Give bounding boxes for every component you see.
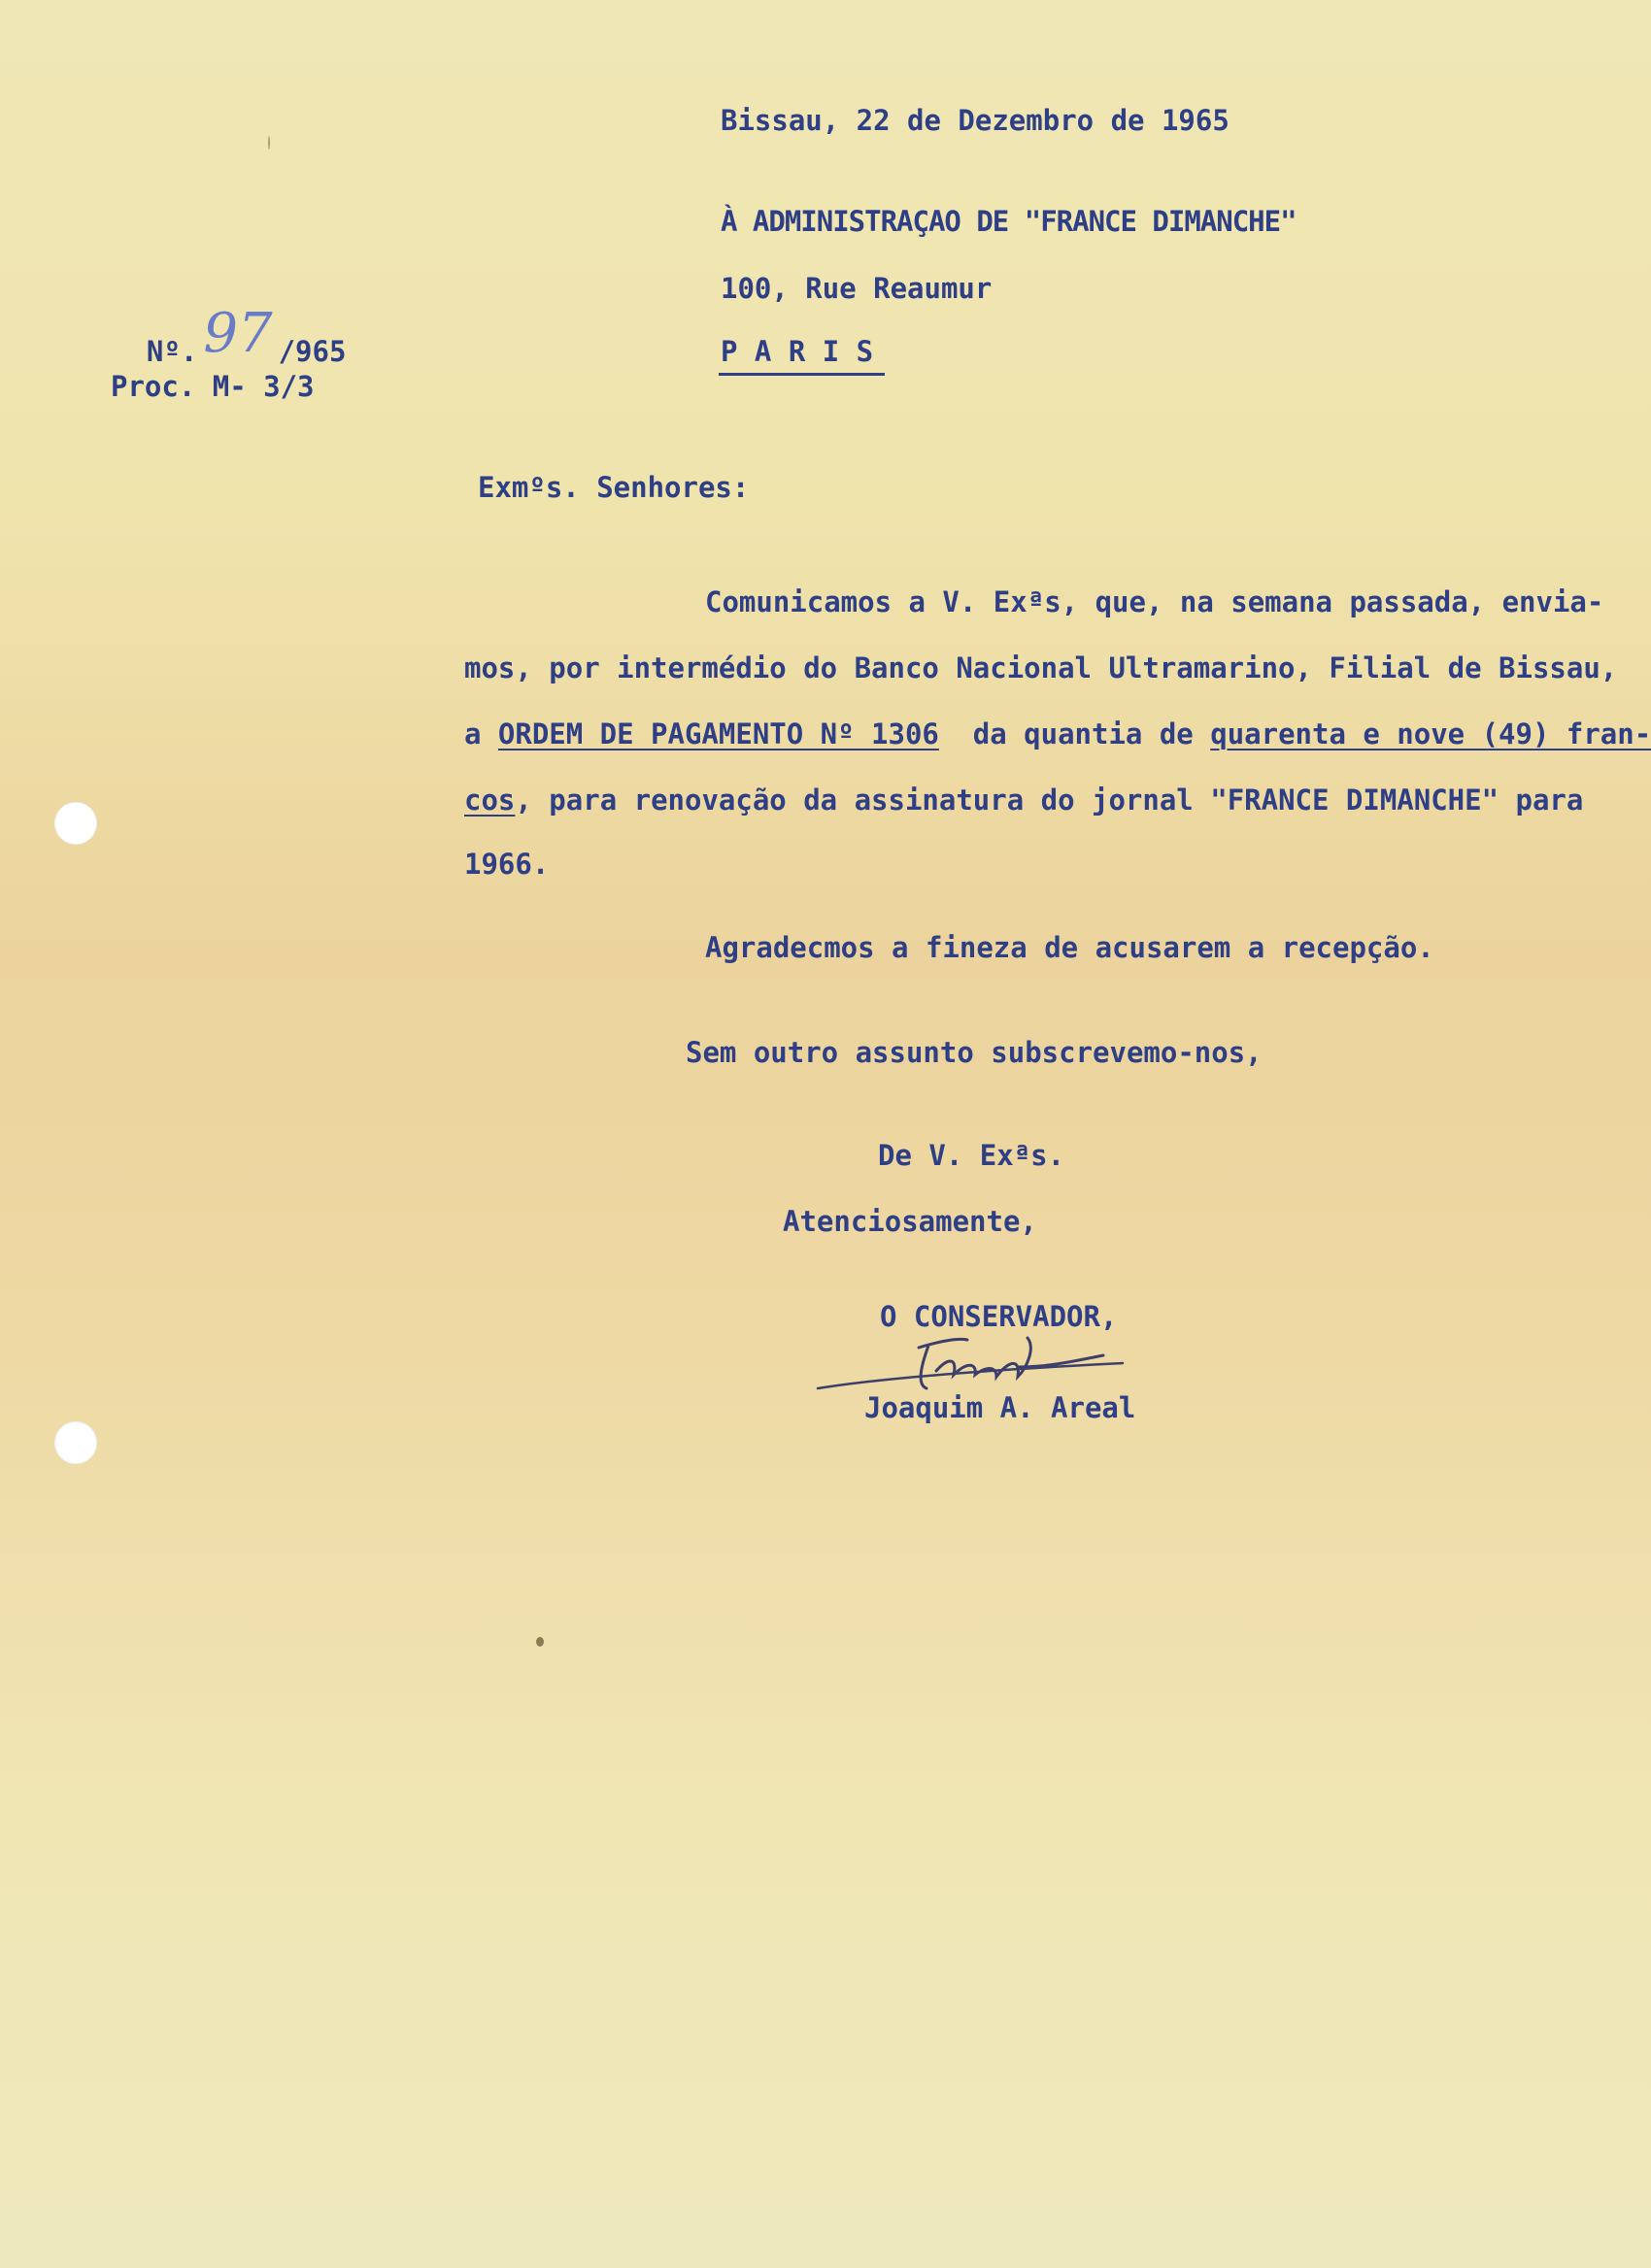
body-line-3-mid: da quantia de — [938, 717, 1211, 750]
signer-title: O CONSERVADOR, — [880, 1300, 1118, 1333]
body-line-2: mos, por intermédio do Banco Nacional Ultramarino, Filial de Bissau, — [464, 651, 1618, 684]
process-reference: Proc. M- 3/3 — [111, 370, 315, 403]
body-line-3 — [464, 717, 1651, 751]
signer-name: Joaquim A. Areal — [864, 1391, 1136, 1424]
reference-number-prefix: Nº. — [146, 335, 198, 368]
punch-hole-bottom — [54, 1421, 97, 1464]
thanks-line: Agradecmos a fineza de acusarem a recepção. — [705, 931, 1434, 964]
place-date: Bissau, 22 de Dezembro de 1965 — [721, 104, 1230, 137]
body-line-5: 1966. — [464, 848, 550, 881]
salutation: Exmºs. Senhores: — [478, 471, 750, 504]
payment-amount: quarenta e nove (49) fran- — [1210, 717, 1651, 750]
body-line-4-rest: , para renovação da assinatura do jornal "FRANCE DIMANCHE" para — [515, 784, 1584, 817]
payment-amount-cont: cos — [464, 784, 516, 817]
paper-speck — [536, 1637, 544, 1647]
punch-hole-top — [54, 802, 97, 845]
reference-number — [113, 291, 346, 369]
body-line-3-pre: a — [464, 717, 498, 750]
respect-line: De V. Exªs. — [878, 1139, 1065, 1172]
reference-number-suffix: /965 — [278, 335, 347, 368]
body-line-4 — [464, 783, 1583, 817]
recipient-line1: À ADMINISTRAÇAO DE "FRANCE DIMANCHE" — [721, 205, 1297, 238]
body-line-1: Comunicamos a V. Exªs, que, na semana passada, envia- — [705, 585, 1604, 618]
recipient-line2: 100, Rue Reaumur — [721, 272, 993, 305]
regards-line: Atenciosamente, — [783, 1205, 1037, 1238]
reference-number-handwritten: 97 — [203, 302, 273, 365]
payment-order: ORDEM DE PAGAMENTO Nº 1306 — [497, 717, 939, 750]
recipient-city: P A R I S — [719, 334, 885, 376]
closing-line: Sem outro assunto subscrevemo-nos, — [686, 1036, 1263, 1069]
paper-speck — [268, 136, 270, 150]
